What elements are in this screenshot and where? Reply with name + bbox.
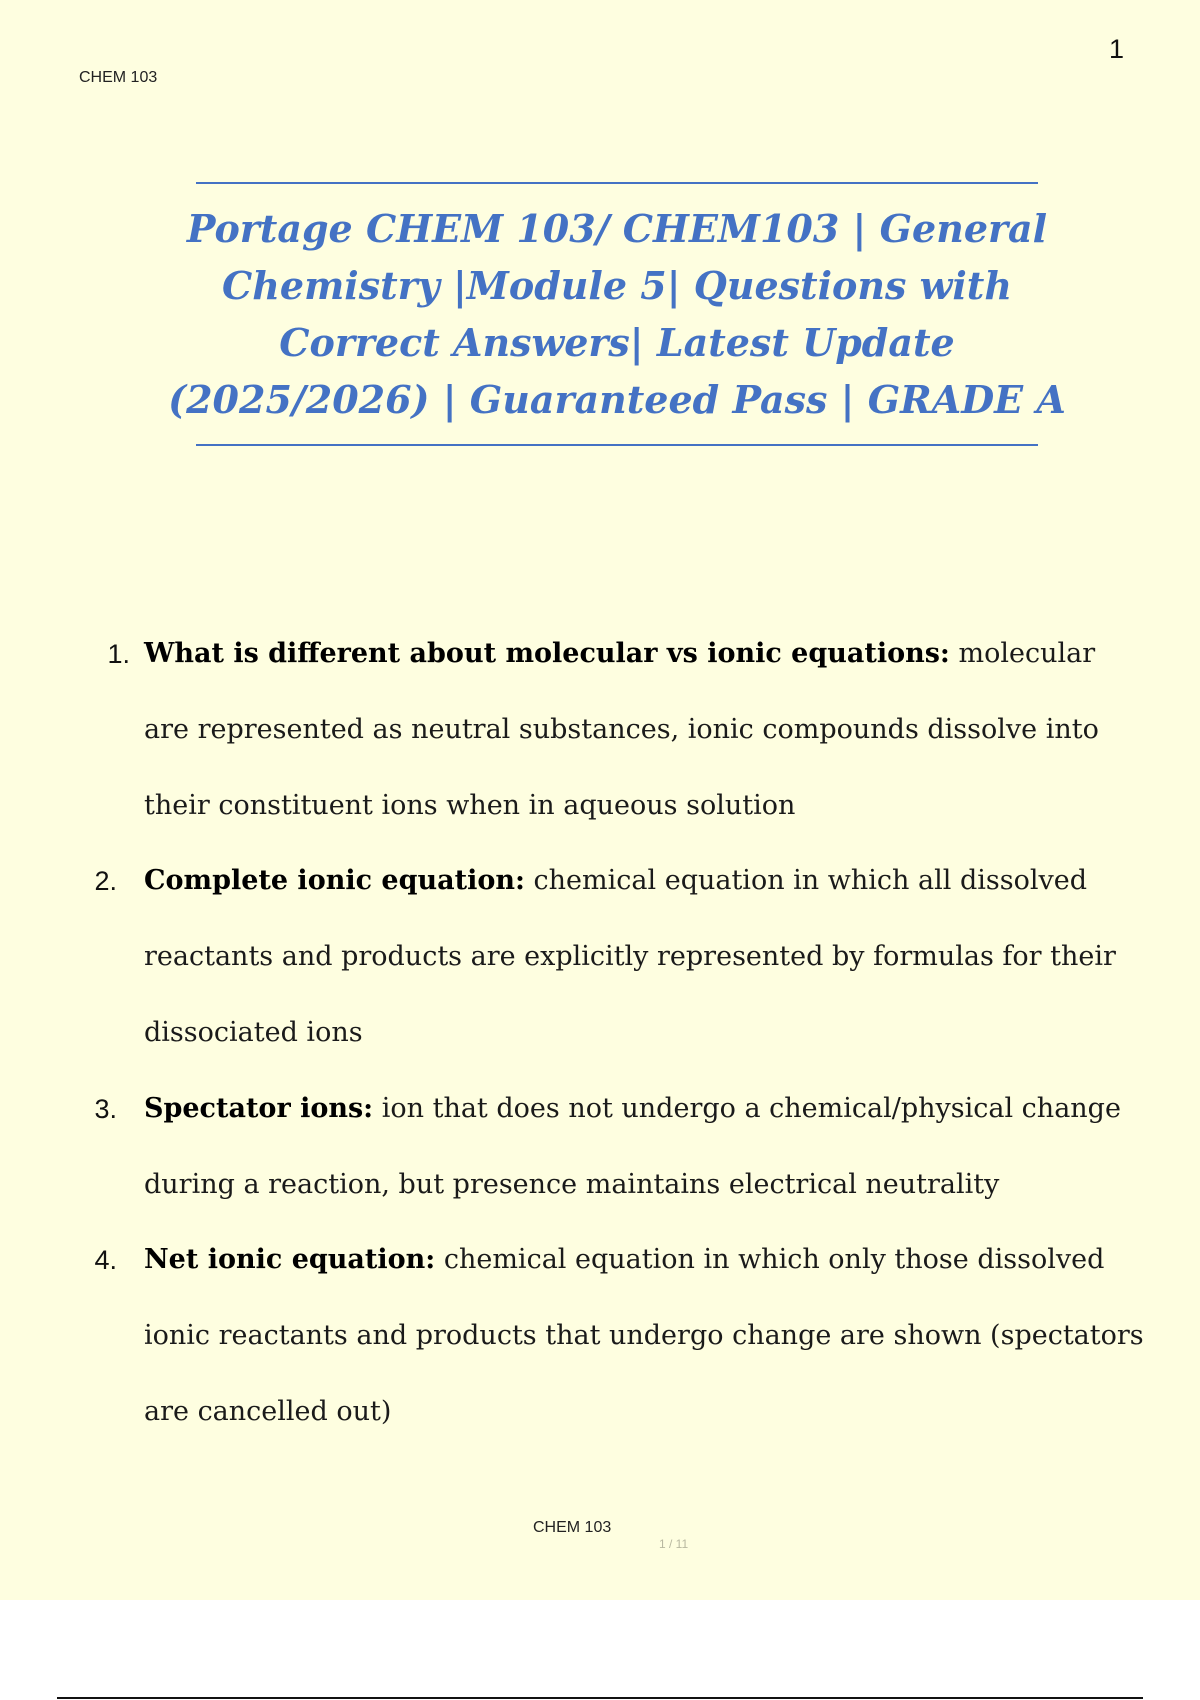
question-text [144, 843, 1144, 1071]
question-number: 1. [107, 639, 130, 669]
question-text [144, 616, 1144, 844]
question-answer: chemical equation in which all dissolved reactants and products are explicitly represented by formulas for their dissociated ions [144, 865, 1116, 1048]
question-answer: ion that does not undergo a chemical/physical change during a reaction, but presence maintains electrical neutrality [144, 1093, 1121, 1200]
question-number: 2. [94, 866, 117, 896]
footer-page-count: 1 / 11 [659, 1537, 689, 1551]
question-text [144, 1222, 1144, 1450]
header-course-label: CHEM 103 [79, 69, 158, 86]
question-term: Complete ionic equation: [144, 865, 525, 896]
question-text [144, 1071, 1144, 1223]
page-number: 1 [1108, 34, 1124, 64]
question-term: Net ionic equation: [144, 1244, 436, 1275]
question-term: Spectator ions: [144, 1093, 374, 1124]
question-term: What is different about molecular vs ionic equations: [144, 638, 950, 669]
document-title: Portage CHEM 103/ CHEM103 | General Chemistry |Module 5| Questions with Correct Answers| Latest Update (2025/2026) | Guaranteed Pass | GRADE A [168, 206, 1066, 422]
next-page-rule [57, 1697, 1143, 1699]
title-top-rule [196, 182, 1038, 184]
title-bottom-rule [196, 444, 1038, 446]
question-answer: chemical equation in which only those dissolved ionic reactants and products that undergo change are shown (spectators are cancelled out) [144, 1244, 1144, 1427]
question-number: 3. [94, 1094, 117, 1124]
footer-course-label: CHEM 103 [533, 1519, 612, 1536]
question-answer: molecular are represented as neutral substances, ionic compounds dissolve into their constituent ions when in aqueous solution [144, 638, 1099, 821]
question-number: 4. [94, 1245, 117, 1275]
